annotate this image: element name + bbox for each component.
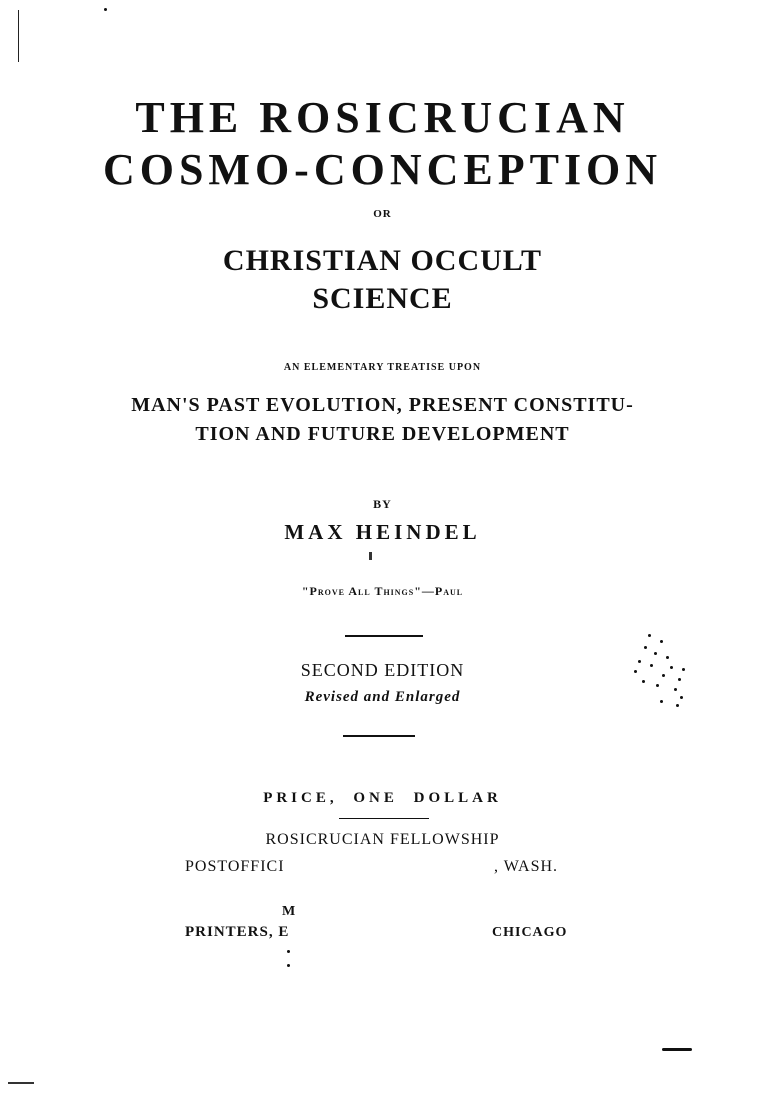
scan-right-smudge xyxy=(662,1048,692,1051)
book-title-line-1: THE ROSICRUCIAN xyxy=(135,93,630,142)
price-line: PRICE, ONE DOLLAR xyxy=(263,790,502,806)
by-label: BY xyxy=(373,497,392,511)
scan-dot xyxy=(104,8,107,11)
treatise-label: AN ELEMENTARY TREATISE UPON xyxy=(283,362,482,373)
edition-note: Revised and Enlarged xyxy=(304,689,461,705)
edition-title: SECOND EDITION xyxy=(300,660,465,680)
author-name: MAX HEINDEL xyxy=(284,520,481,544)
printer-left: PRINTERS, E xyxy=(185,924,290,940)
printer-mark-1 xyxy=(287,950,290,953)
divider-rule-1 xyxy=(345,635,423,637)
scan-speckles xyxy=(620,630,700,710)
book-title-line-2: COSMO-CONCEPTION xyxy=(102,145,663,194)
subtitle-line-2: SCIENCE xyxy=(312,282,453,315)
postoffice-left: POSTOFFICI xyxy=(185,858,285,875)
description-line-2: TION AND FUTURE DEVELOPMENT xyxy=(195,423,570,445)
author-smudge xyxy=(369,552,372,560)
subtitle-line-1: CHRISTIAN OCCULT xyxy=(222,244,543,277)
epigraph-quote: "Prove All Things"—Paul xyxy=(301,584,464,598)
printer-mark-2 xyxy=(287,964,290,967)
publisher-name: ROSICRUCIAN FELLOWSHIP xyxy=(265,831,500,848)
postoffice-right: , WASH. xyxy=(494,858,559,875)
printer-right: CHICAGO xyxy=(492,925,568,940)
divider-rule-2 xyxy=(343,735,415,737)
divider-rule-3 xyxy=(339,818,429,819)
printer-fragment: M xyxy=(282,904,296,919)
scan-margin-line xyxy=(18,10,19,62)
or-label: OR xyxy=(373,208,392,220)
scan-bottom-mark xyxy=(8,1082,34,1084)
description-line-1: MAN'S PAST EVOLUTION, PRESENT CONSTITU- xyxy=(131,394,634,416)
